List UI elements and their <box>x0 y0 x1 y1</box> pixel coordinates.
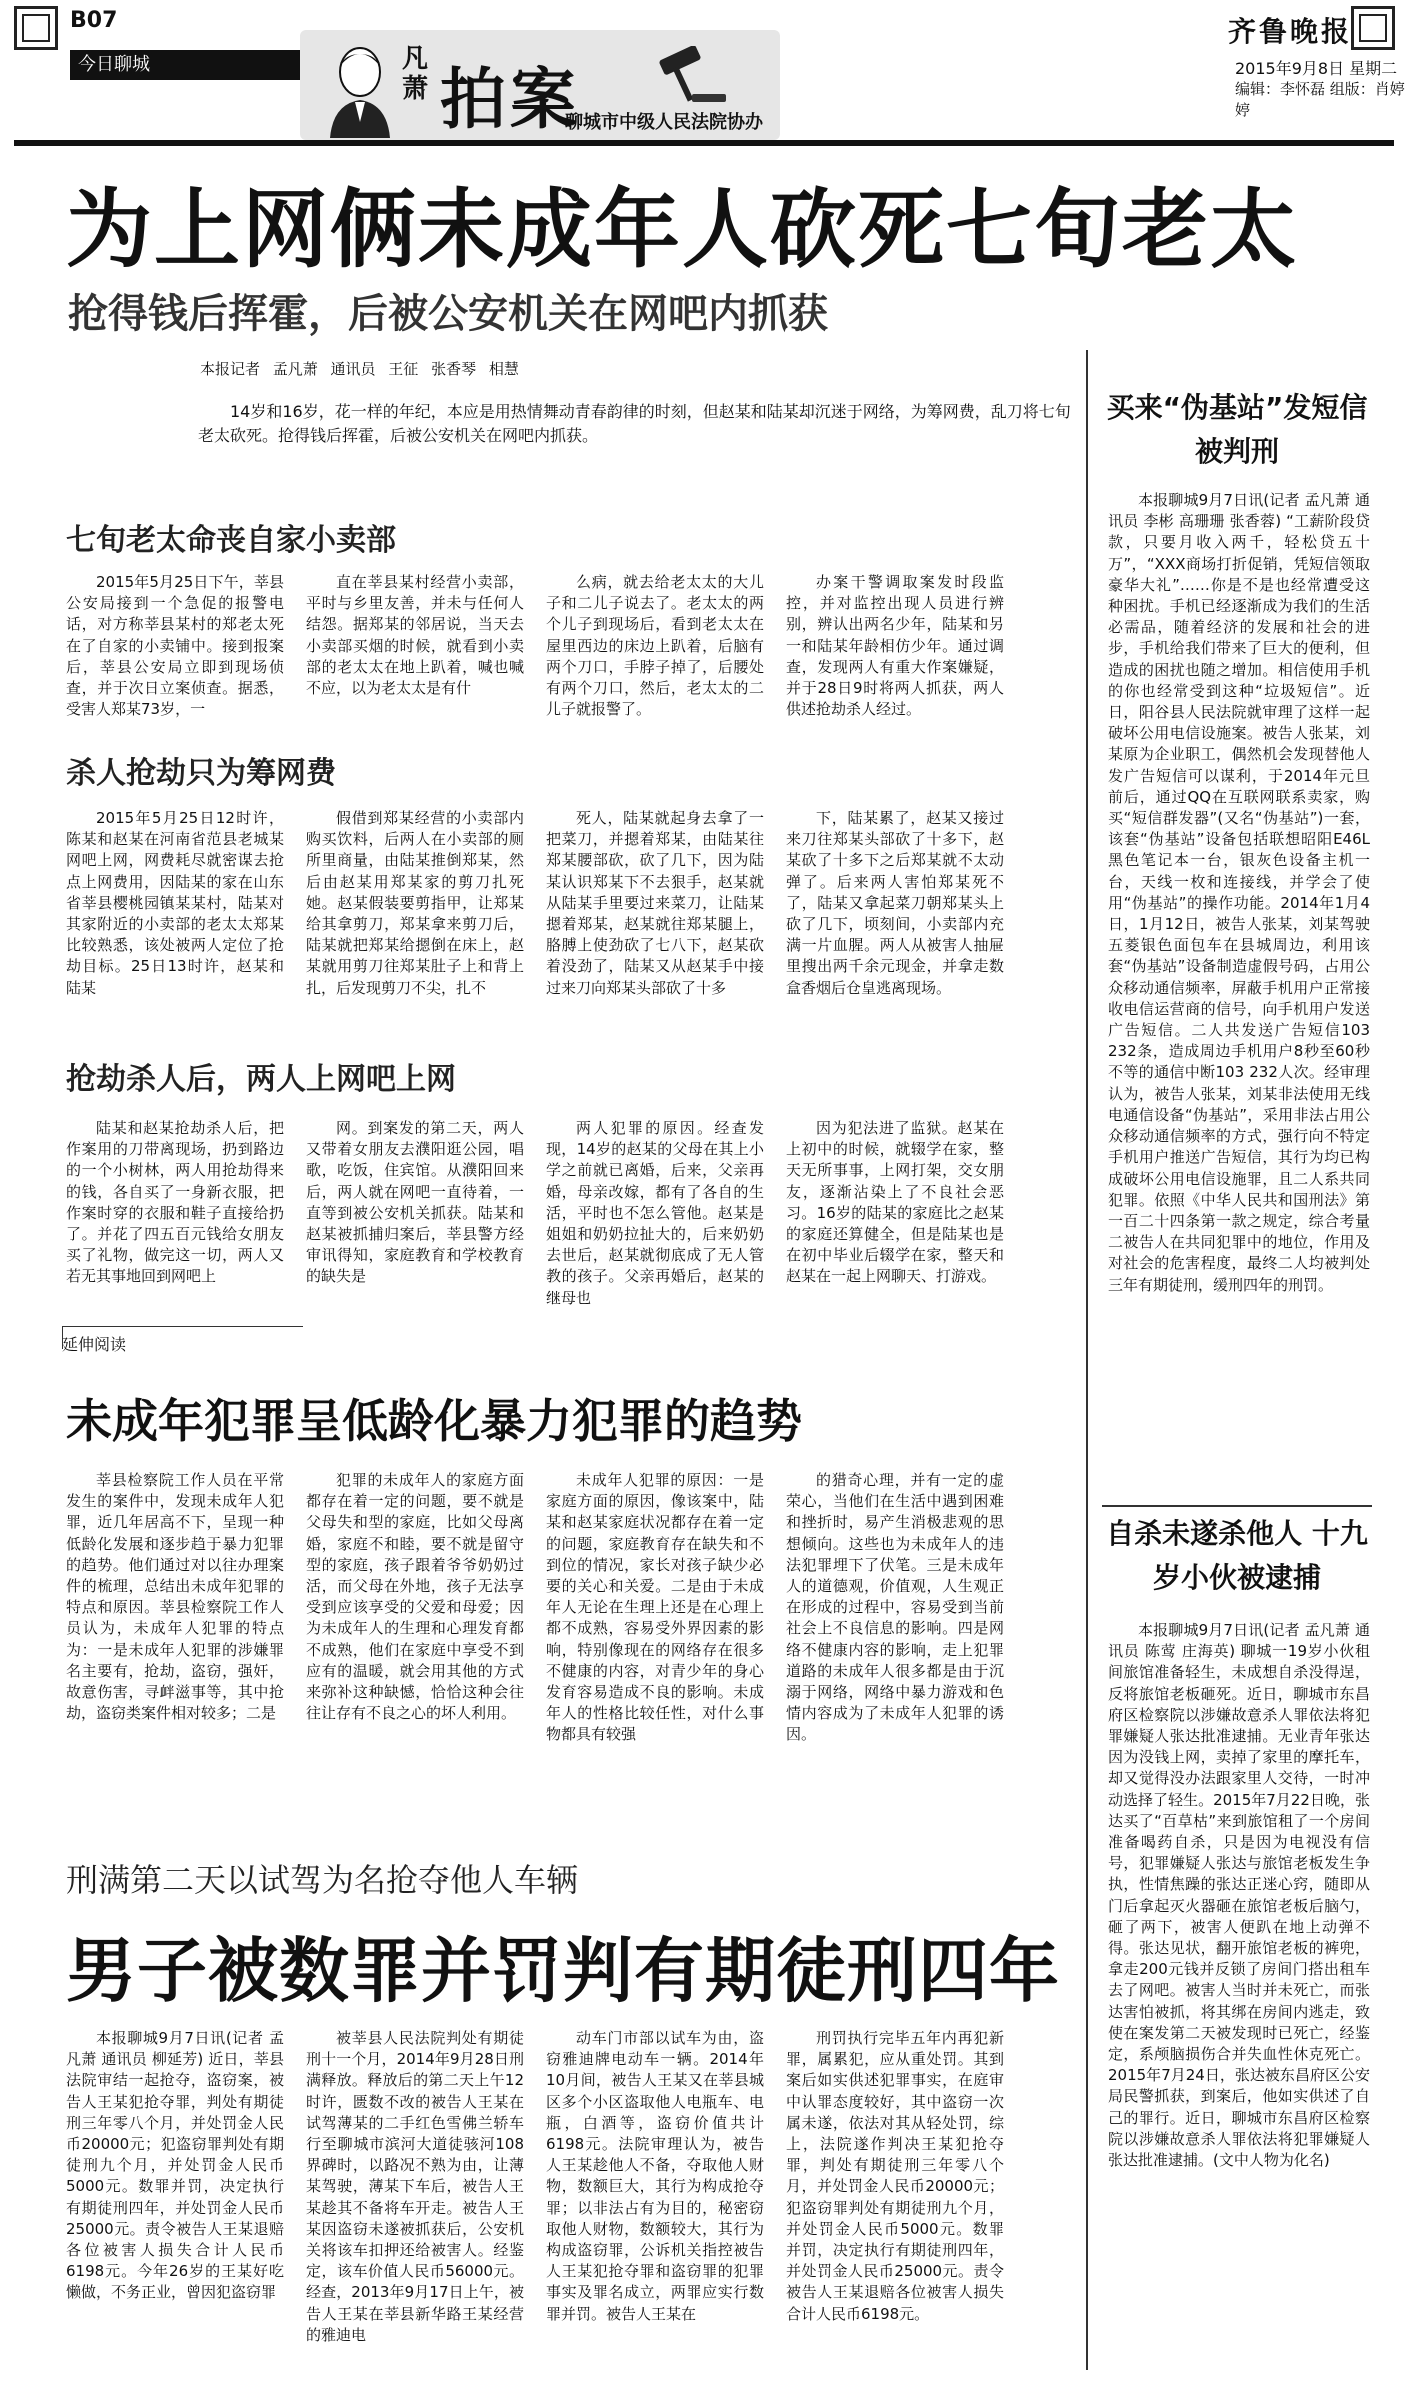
article-column: 2015年5月25日12时许，陈某和赵某在河南省范县老城某网吧上网，网费耗尽就密谋去抢点上网费用，因陆某的家在山东省莘县樱桃园镇某某村，陆某对其家附近的小卖部的老太太郑某比较熟悉，该处被两人定位了抢劫目标。25日13时许，赵某和陆某 <box>66 809 284 997</box>
page-number: B07 <box>70 8 118 33</box>
article-column: 陆某和赵某抢劫杀人后，把作案用的刀带离现场，扔到路边的一个小树林，两人用抢劫得来的钱，各自买了一身新衣服，把作案时穿的衣服和鞋子直接给扔了。并花了四五百元钱给女朋友买了礼物，做完这一切，两人又若无其事地回到网吧上 <box>66 1119 284 1286</box>
section-heading: 抢劫杀人后，两人上网吧上网 <box>66 1062 456 1097</box>
extended-headline: 未成年犯罪呈低龄化暴力犯罪的趋势 <box>66 1394 802 1448</box>
article-column: 本报聊城9月7日讯(记者 孟凡萧 通讯员 柳延芳) 近日，莘县法院审结一起抢夺，盗窃案，被告人王某犯抢夺罪，判处有期徒刑三年零八个月，并处罚金人民币20000元；犯盗窃罪判处有期徒刑九个月，并处罚金人民币5000元。数罪并罚，决定执行有期徒刑四年，并处罚金人民币25000元。责令被告人王某退赔各位被害人损失合计人民币6198元。今年26岁的王某好吃懒做，不务正业，曾因犯盗窃罪 <box>66 2029 284 2302</box>
section-heading: 杀人抢劫只为筹网费 <box>66 756 336 791</box>
column-name: 凡萧 <box>402 44 429 104</box>
newspaper-logo: 齐鲁晚报 <box>1228 15 1353 48</box>
editor-credits: 编辑：李怀磊 组版：肖婷婷 <box>1235 80 1405 119</box>
page-header <box>0 0 1409 150</box>
article-column: 刑罚执行完毕五年内再犯新罪，属累犯，应从重处罚。其到案后如实供述犯罪事实，在庭审中认罪态度较好，其中盗窃一次属未遂，依法对其从轻处罚，综上，法院遂作判决王某犯抢夺罪，判处有期徒刑三年零八个月，并处罚金人民币20000元；犯盗窃罪判处有期徒刑九个月，并处罚金人民币5000元。数罪并罚，决定执行有期徒刑四年，并处罚金人民币25000元。责令被告人王某退赔各位被害人损失合计人民币6198元。 <box>786 2029 1004 2323</box>
article3-headline: 男子被数罪并罚判有期徒刑四年 <box>66 1929 1060 2012</box>
corner-ornament-right <box>1351 6 1395 50</box>
main-headline: 为上网俩未成年人砍死七旬老太 <box>66 180 1298 280</box>
lede-paragraph: 14岁和16岁，花一样的年纪，本应是用热情舞动青春韵律的时刻，但赵某和陆某却沉迷于网络，为筹网费，乱刀将七旬老太砍死。抢得钱后挥霍，后被公安机关在网吧内抓获。 <box>198 402 1071 445</box>
article-column: 莘县检察院工作人员在平常发生的案件中，发现未成年人犯罪，近几年居高不下，呈现一种低龄化发展和逐步趋于暴力犯罪的趋势。他们通过对以往办理案件的梳理，总结出未成年犯罪的特点和原因。莘县检察院工作人员认为，未成年人犯罪的特点为：一是未成年人犯罪的涉嫌罪名主要有，抢劫，盗窃，强奸，故意伤害，寻衅滋事等，其中抢劫，盗窃类案件相对较多；二是 <box>66 1471 284 1723</box>
article-column: 动车门市部以试车为由，盗窃雅迪牌电动车一辆。2014年10月间，被告人王某又在莘县城区多个小区盗取他人电瓶车、电瓶，白酒等，盗窃价值共计6198元。法院审理认为，被告人王某趁他人不备，夺取他人财物，数额巨大，其行为构成抢夺罪；以非法占有为目的，秘密窃取他人财物，数额较大，其行为构成盗窃罪，公诉机关指控被告人王某犯抢夺罪和盗窃罪的犯罪事实及罪名成立，两罪应实行数罪并罚。被告人王某在 <box>546 2029 764 2323</box>
sidebar-article: 本报聊城9月7日讯(记者 孟凡萧 通讯员 李彬 高珊珊 张香蓉) “工薪阶段贷款，只要月收入两千，轻松贷五十万”，“XXX商场打折促销，凭短信领取豪华大礼”……你是不是也经常遭受这种困扰。手机已经逐渐成为我们的生活必需品，随着经济的发展和社会的进步，手机给我们带来了巨大的便利，但造成的困扰也随之增加。相信使用手机的你也经常受到这种“垃圾短信”。近日，阳谷县人民法院就审理了这样一起破坏公用电信设施案。被告人张某，刘某原为企业职工，偶然机会发现替他人发广告短信可以谋利，于2014年元旦前后，通过QQ在互联网联系卖家，购买“短信群发器”(又名“伪基站”)一套，该套“伪基站”设备包括联想昭阳E46L黑色笔记本一台，银灰色设备主机一台，天线一枚和连接线，并学会了使用“伪基站”的操作功能。2014年1月4日，1月12日，被告人张某，刘某驾驶五菱银色面包车在县城周边，利用该套“伪基站”设备制造虚假号码，占用公众移动通信频率，屏蔽手机用户正常接收电信运营商的信号，向手机用户发送广告短信。二人共发送广告短信103 232条，造成周边手机用户8秒至60秒不等的通信中断103 232人次。经审理认为，被告人张某，刘某非法使用无线电通信设备“伪基站”，采用非法占用公众移动通信频率的方式，强行向不特定手机用户推送广告短信，其行为均已构成破坏公用电信设施罪，且二人系共同犯罪。依照《中华人民共和国刑法》第一百二十四条第一款之规定，综合考量二被告人在共同犯罪中的地位，作用及对社会的危害程度，最终二人均被判处三年有期徒刑，缓刑四年的刑罚。 <box>1108 491 1370 1294</box>
article-column: 直在莘县某村经营小卖部，平时与乡里友善，并未与任何人结怨。据郑某的邻居说，当天去小卖部买烟的时候，就看到小卖部的老太太在地上趴着，喊也喊不应，以为老太太是有什 <box>306 573 524 698</box>
sidebar-article: 本报聊城9月7日讯(记者 孟凡萧 通讯员 陈莺 庄海英) 聊城一19岁小伙租间旅馆准备轻生，未成想自杀没得逞，反将旅馆老板砸死。近日，聊城市东昌府区检察院以涉嫌故意杀人罪依法将犯罪嫌疑人张达批准逮捕。无业青年张达因为没钱上网，卖掉了家里的摩托车，却又觉得没办法跟家里人交待，一时冲动选择了轻生。2015年7月22日晚，张达买了“百草枯”来到旅馆租了一个房间准备喝药自杀，只是因为电视没有信号，犯罪嫌疑人张达与旅馆老板发生争执，性情焦躁的张达正迷心窍，随即从门后拿起灭火器砸在旅馆老板后脑勺，砸了两下，被害人便趴在地上动弹不得。张达见状，翻开旅馆老板的裤兜，拿走200元钱并反锁了房间门搭出租车去了网吧。被害人当时并未死亡，而张达害怕被抓，将其绑在房间内逃走，致使在案发第二天被发现时已死亡，经鉴定，系颅脑损伤合并失血性休克死亡。2015年7月24日，张达被东昌府区公安局民警抓获，到案后，他如实供述了自己的罪行。近日，聊城市东昌府区检察院以涉嫌故意杀人罪依法将犯罪嫌疑人张达批准逮捕。(文中人物为化名) <box>1108 1621 1370 2170</box>
sidebar-divider <box>1086 350 1088 2370</box>
header-rule <box>14 140 1394 146</box>
sidebar-separator <box>1102 1505 1372 1507</box>
corner-ornament-left <box>14 6 58 50</box>
column-title: 拍案 <box>440 60 580 138</box>
article-column: 犯罪的未成年人的家庭方面都存在着一定的问题，要不就是父母失和型的家庭，比如父母离婚，家庭不和睦，要不就是留守型的家庭，孩子跟着爷爷奶奶过活，而父母在外地，孩子无法享受到应该享受的父爱和母爱；因为未成年人的生理和心理发育都不成熟，他们在家庭中享受不到应有的温暖，就会用其他的方式来弥补这种缺憾，恰恰这种会往往让存有不良之心的坏人利用。 <box>306 1471 524 1723</box>
issue-date: 2015年9月8日 星期二 <box>1235 59 1398 78</box>
article-column: 假借到郑某经营的小卖部内购买饮料，后两人在小卖部的厕所里商量，由陆某推倒郑某，然后由赵某用郑某家的剪刀扎死她。赵某假装要剪指甲，让郑某给其拿剪刀，郑某拿来剪刀后，陆某就把郑某给摁倒在床上，赵某就用剪刀往郑某肚子上和背上扎，后发现剪刀不尖，扎不 <box>306 809 524 997</box>
article3-kicker: 刑满第二天以试驾为名抢夺他人车辆 <box>66 1861 579 1899</box>
article-column: 死人，陆某就起身去拿了一把菜刀，并摁着郑某，由陆某往郑某腰部砍，砍了几下，因为陆某认识郑某下不去狠手，赵某就从陆某手里要过来菜刀，让陆某摁着郑某，赵某就往郑某腿上，胳膊上使劲砍了七八下，赵某砍着没劲了，陆某又从赵某手中接过来刀向郑某头部砍了十多 <box>546 809 764 997</box>
article-column: 2015年5月25日下午，莘县公安局接到一个急促的报警电话，对方称莘县某村的郑老太死在了自家的小卖铺中。接到报案后，莘县公安局立即到现场侦查，并于次日立案侦查。据悉，受害人郑某73岁，一 <box>66 573 284 719</box>
article-column: 未成年人犯罪的原因：一是家庭方面的原因，像该案中，陆某和赵某家庭状况都存在着一定的问题，家庭教育存在缺失和不到位的情况，家长对孩子缺少必要的关心和关爱。二是由于未成年人无论在生理上还是在心理上都不成熟，容易受外界因素的影响，特别像现在的网络存在很多不健康的内容，对青少年的身心发育容易造成不良的影响。未成年人的性格比较任性，对什么事物都具有较强 <box>546 1471 764 1744</box>
extended-reading-tag: 延伸阅读 <box>62 1335 127 1354</box>
article-column: 么病，就去给老太太的大儿子和二儿子说去了。老太太的两个儿子到现场后，看到老太太在屋里西边的床边上趴着，后脑有两个刀口，手脖子掉了，后腰处有两个刀口，然后，老太太的二儿子就报警了。 <box>546 573 764 719</box>
main-subheadline: 抢得钱后挥霍，后被公安机关在网吧内抓获 <box>68 291 828 337</box>
section-heading: 七旬老太命丧自家小卖部 <box>66 523 396 558</box>
reporter-avatar <box>325 42 395 138</box>
article-column: 网。到案发的第二天，两人又带着女朋友去濮阳逛公园，唱歌，吃饭，住宾馆。从濮阳回来后，两人就在网吧一直待着，一直等到被公安机关抓获。陆某和赵某被抓捕归案后，莘县警方经审讯得知，家庭教育和学校教育的缺失是 <box>306 1119 524 1286</box>
article-column: 办案干警调取案发时段监控，并对监控出现人员进行辨别，辨认出两名少年，陆某和另一和陆某年龄相仿少年。通过调查，发现两人有重大作案嫌疑，并于28日9时将两人抓获，两人供述抢劫杀人经过。 <box>786 573 1004 719</box>
column-sponsor: 聊城市中级人民法院协办 <box>565 112 763 133</box>
section-label: 今日聊城 <box>70 50 300 80</box>
article-column: 被莘县人民法院判处有期徒刑十一个月，2014年9月28日刑满释放。释放后的第二天上午12时许，匮数不改的被告人王某在试驾薄某的二手红色雪佛兰轿车行至聊城市滨河大道徒骇河108界碑时，以路况不熟为由，让薄某驾驶，薄某下车后，被告人王某趁其不备将车开走。被告人王某因盗窃未遂被抓获后，公安机关将该车扣押还给被害人。经鉴定，该车价值人民币56000元。经查，2013年9月17日上午，被告人王某在莘县新华路王某经营的雅迪电 <box>306 2029 524 2344</box>
article-column: 因为犯法进了监狱。赵某在上初中的时候，就辍学在家，整天无所事事，上网打架，交女朋友，逐渐沾染上了不良社会恶习。16岁的陆某的家庭比之赵某的家庭还算健全，但是陆某也是在初中毕业后辍学在家，整天和赵某在一起上网聊天、打游戏。 <box>786 1119 1004 1286</box>
byline: 本报记者 孟凡萧 通讯员 王征 张香琴 相慧 <box>200 360 519 378</box>
sidebar-headline: 买来“伪基站”发短信被判刑 <box>1106 391 1368 468</box>
article-column: 的猎奇心理，并有一定的虚荣心，当他们在生活中遇到困难和挫折时，易产生消极悲观的思想倾向。这些也为未成年人的违法犯罪埋下了伏笔。三是未成年人的道德观，价值观，人生观正在形成的过程中，容易受到当前社会上不良信息的影响。四是网络不健康内容的影响，走上犯罪道路的未成年人很多都是由于沉溺于网络，网络中暴力游戏和色情内容成为了未成年人犯罪的诱因。 <box>786 1471 1004 1744</box>
article-column: 下，陆某累了，赵某又接过来刀往郑某头部砍了十多下，赵某砍了十多下之后郑某就不太动弹了。后来两人害怕郑某死不了，陆某又拿起菜刀朝郑某头上砍了几下，顷刻间，小卖部内充满一片血腥。两人从被害人抽屉里搜出两千余元现金，并拿走数盒香烟后仓皇逃离现场。 <box>786 809 1004 997</box>
sidebar-headline: 自杀未遂杀他人 十九岁小伙被逮捕 <box>1106 1517 1368 1594</box>
gavel-icon <box>640 46 730 106</box>
article-column: 两人犯罪的原因。经查发现，14岁的赵某的父母在其上小学之前就已离婚，后来，父亲再婚，母亲改嫁，都有了各自的生活，平时也不怎么管他。赵某是姐姐和奶奶拉扯大的，后来奶奶去世后，赵某就彻底成了无人管教的孩子。父亲再婚后，赵某的继母也 <box>546 1119 764 1307</box>
